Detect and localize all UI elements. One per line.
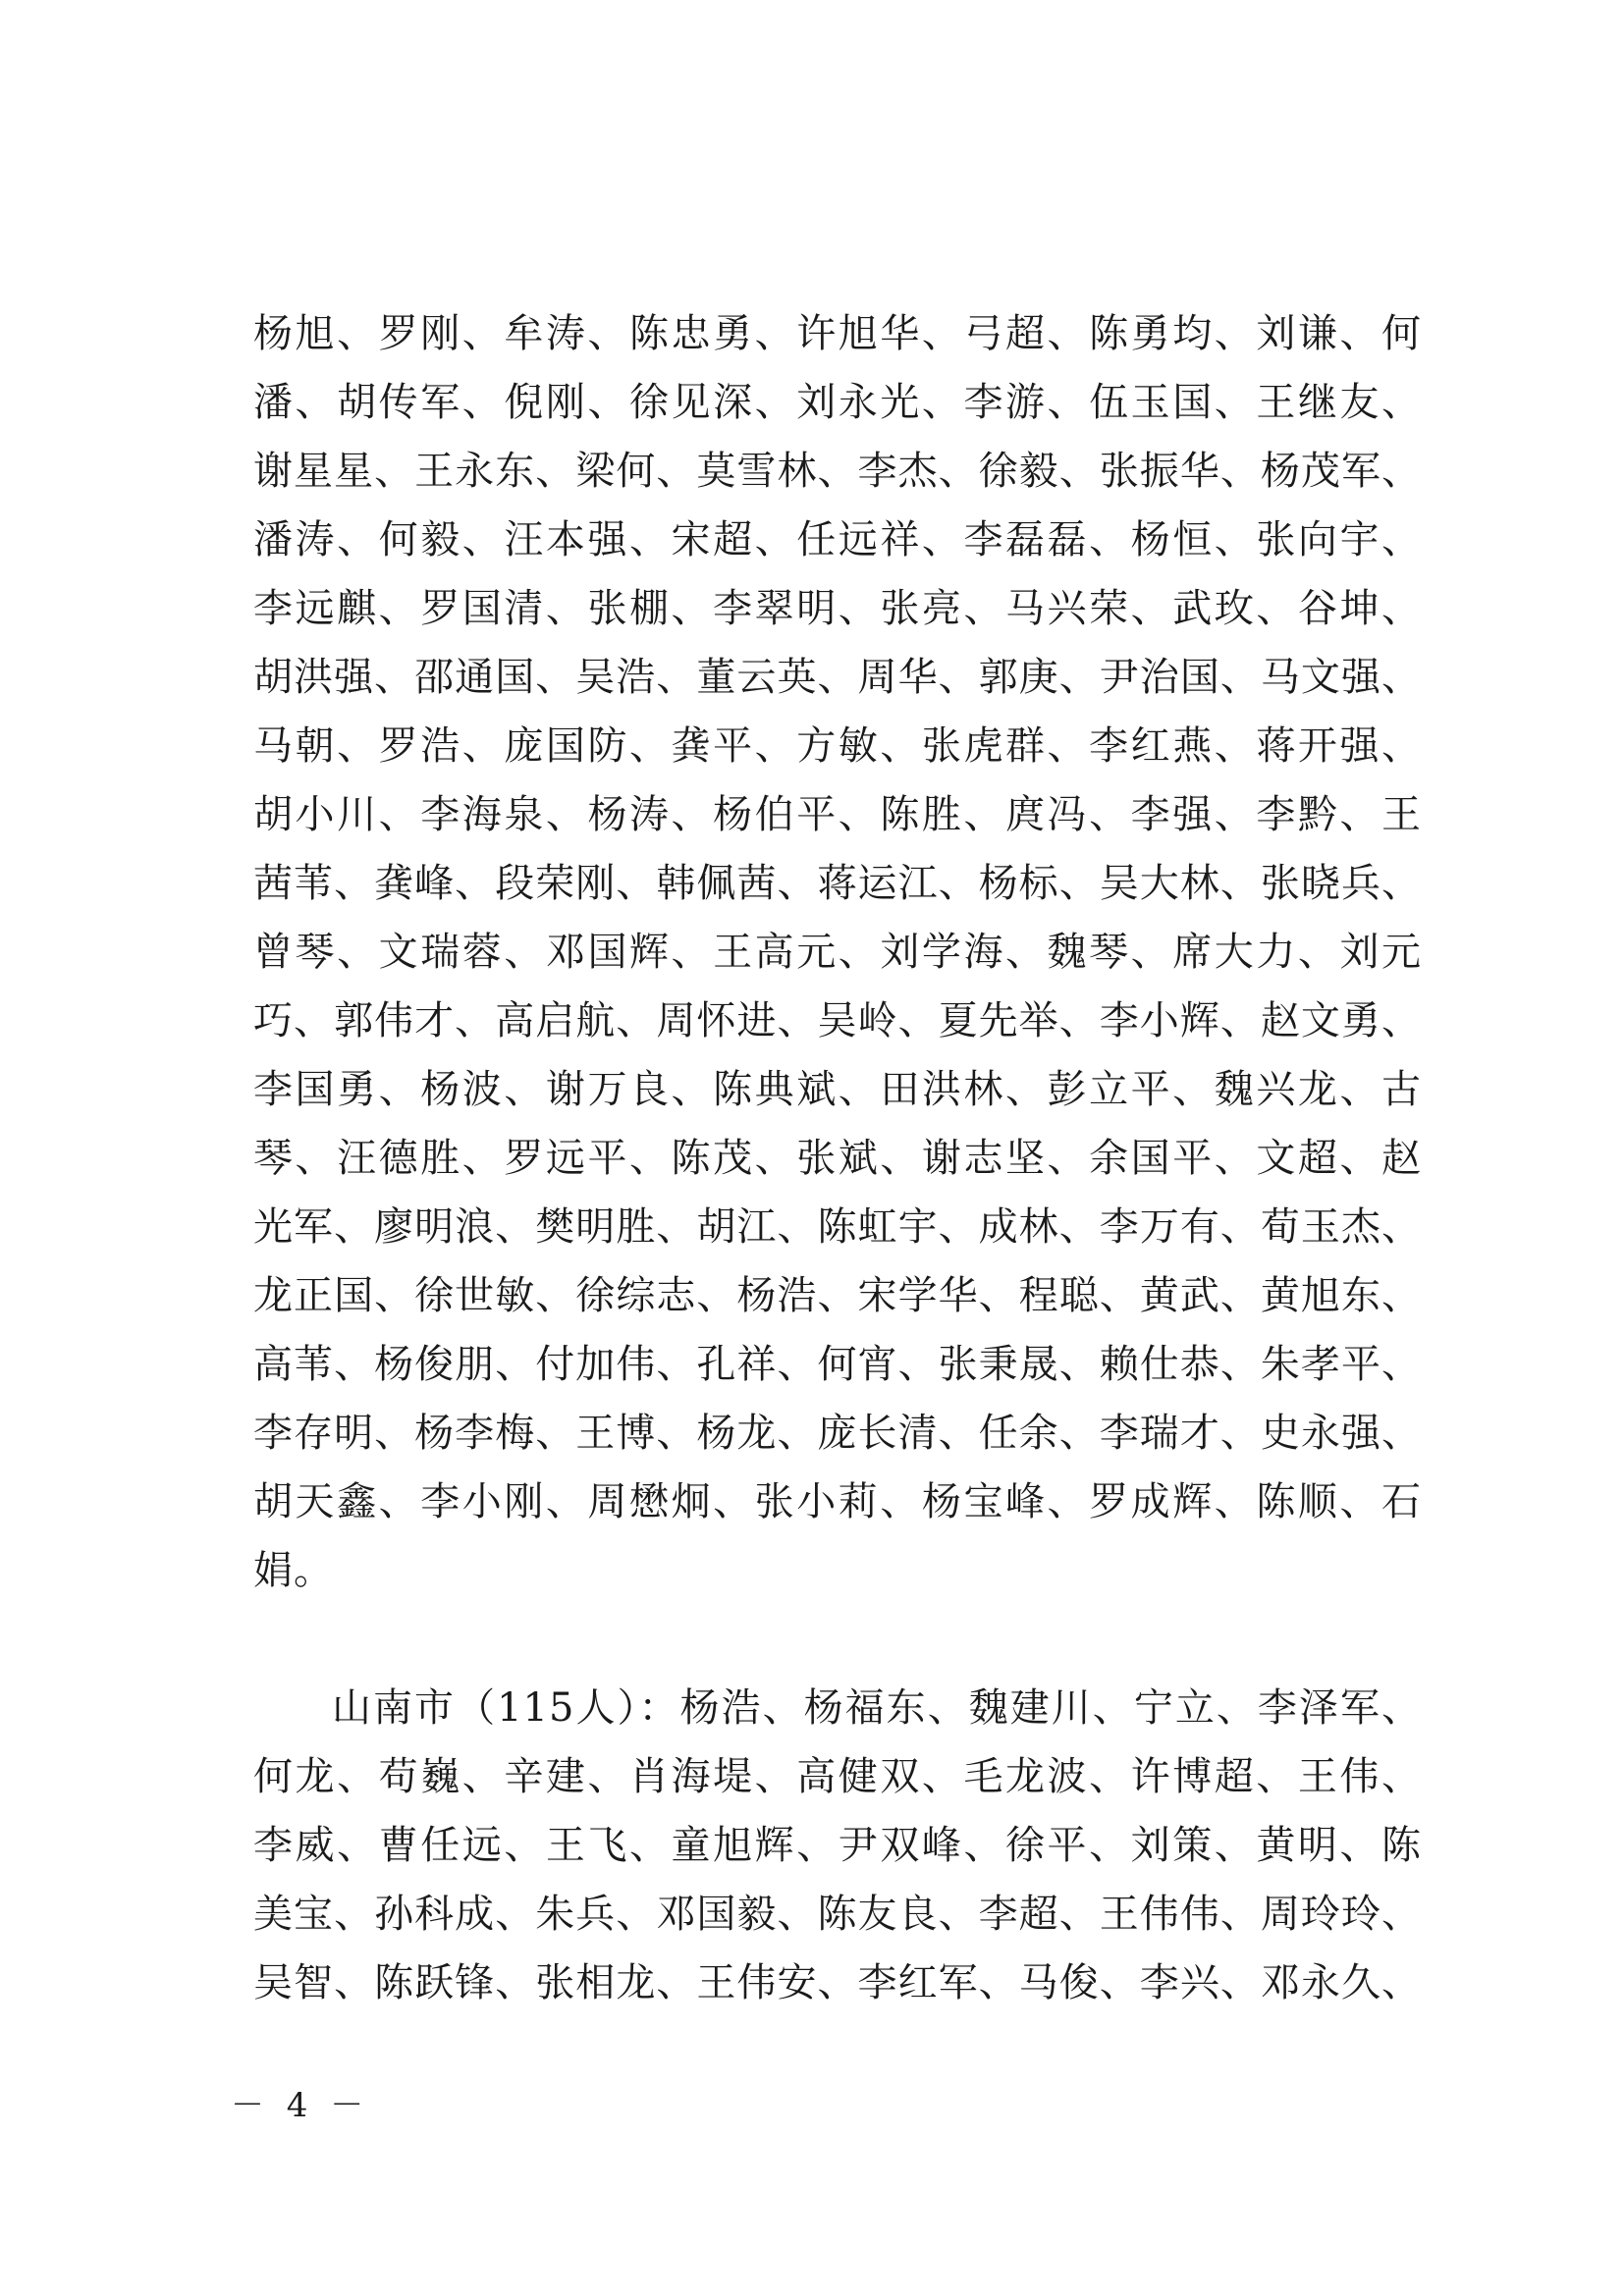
text-line: 马朝、罗浩、庞国防、龚平、方敏、张虎群、李红燕、蒋开强、	[253, 723, 1422, 769]
text-line: 李国勇、杨波、谢万良、陈典斌、田洪林、彭立平、魏兴龙、古	[253, 1067, 1422, 1112]
text-line: 李存明、杨李梅、王博、杨龙、庞长清、任余、李瑞才、史永强、	[253, 1411, 1422, 1456]
text-line: 胡小川、李海泉、杨涛、杨伯平、陈胜、庹冯、李强、李黔、王	[253, 792, 1422, 837]
page-number: － 4 －	[231, 2086, 370, 2125]
text-line: 李威、曹任远、王飞、童旭辉、尹双峰、徐平、刘策、黄明、陈	[253, 1823, 1422, 1868]
text-line: 潘、胡传军、倪刚、徐见深、刘永光、李游、伍玉国、王继友、	[253, 380, 1422, 425]
text-line: 巧、郭伟才、高启航、周怀进、吴岭、夏先举、李小辉、赵文勇、	[253, 998, 1422, 1043]
text-line: 娟。	[253, 1548, 334, 1593]
text-line: 何龙、苟巍、辛建、肖海堤、高健双、毛龙波、许博超、王伟、	[253, 1754, 1422, 1799]
text-line: 琴、汪德胜、罗远平、陈茂、张斌、谢志坚、余国平、文超、赵	[253, 1136, 1422, 1181]
text-line: 谢星星、王永东、梁何、莫雪林、李杰、徐毅、张振华、杨茂军、	[253, 449, 1422, 494]
text-line: 李远麒、罗国清、张棚、李翠明、张亮、马兴荣、武玫、谷坤、	[253, 586, 1422, 631]
text-line: 山南市（115人）：杨浩、杨福东、魏建川、宁立、李泽军、	[332, 1685, 1422, 1731]
text-line: 美宝、孙科成、朱兵、邓国毅、陈友良、李超、王伟伟、周玲玲、	[253, 1892, 1422, 1937]
text-line: 潘涛、何毅、汪本强、宋超、任远祥、李磊磊、杨恒、张向宇、	[253, 517, 1422, 562]
text-line: 胡天鑫、李小刚、周懋炯、张小莉、杨宝峰、罗成辉、陈顺、石	[253, 1479, 1422, 1524]
text-line: 龙正国、徐世敏、徐综志、杨浩、宋学华、程聪、黄武、黄旭东、	[253, 1273, 1422, 1318]
text-line: 光军、廖明浪、樊明胜、胡江、陈虹宇、成林、李万有、荀玉杰、	[253, 1204, 1422, 1250]
text-line: 高苇、杨俊朋、付加伟、孔祥、何宵、张秉晟、赖仕恭、朱孝平、	[253, 1342, 1422, 1387]
text-line: 胡洪强、邵通国、吴浩、董云英、周华、郭庚、尹治国、马文强、	[253, 655, 1422, 700]
text-line: 吴智、陈跃锋、张相龙、王伟安、李红军、马俊、李兴、邓永久、	[253, 1960, 1422, 2005]
text-line: 茜苇、龚峰、段荣刚、韩佩茜、蒋运江、杨标、吴大林、张晓兵、	[253, 861, 1422, 906]
text-line: 曾琴、文瑞蓉、邓国辉、王高元、刘学海、魏琴、席大力、刘元	[253, 930, 1422, 975]
text-line: 杨旭、罗刚、牟涛、陈忠勇、许旭华、弓超、陈勇均、刘谦、何	[253, 311, 1422, 356]
